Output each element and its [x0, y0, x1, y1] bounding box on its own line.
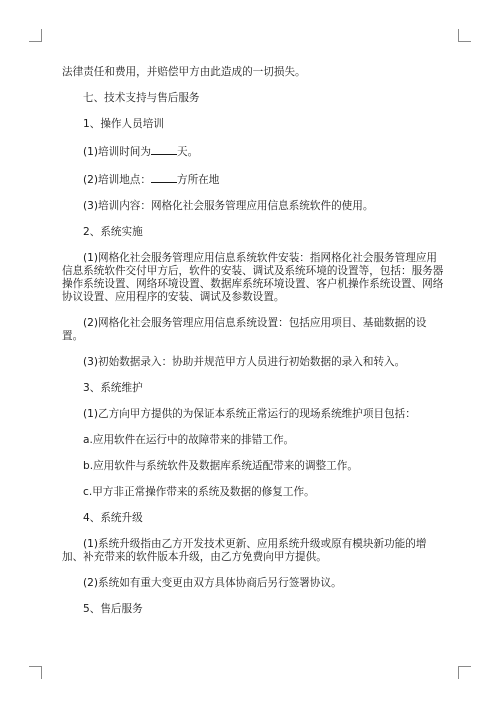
paragraph-liability: 法律责任和费用，并赔偿甲方由此造成的一切损失。: [62, 66, 306, 78]
section-heading-tech-support: 七、技术支持与售后服务: [83, 92, 200, 104]
subsection-heading-maintenance: 3、系统维护: [83, 382, 143, 394]
subsection-heading-upgrade: 4、系统升级: [83, 512, 143, 524]
training-location-label: (2)培训地点：: [83, 174, 151, 186]
subsection-heading-training: 1、操作人员培训: [83, 118, 164, 130]
crop-mark-top-right: [458, 29, 471, 42]
crop-mark-bottom-left: [29, 666, 42, 679]
paragraph-software-install: (1)网格化社会服务管理应用信息系统软件安装：指网格化社会服务管理应用信息系统软件交付甲方后，软件的安装、调试及系统环境的设置等，包括：服务器操作系统设置、网络环境设置、数据库系统环境设置、客户机操作系统设置、网络协议设置、应用程序的安装、调试及参数设置。: [62, 252, 444, 303]
paragraph-system-settings: (2)网格化社会服务管理应用信息系统设置：包括应用项目、基础数据的设置。: [62, 317, 427, 342]
training-location-blank: [151, 172, 177, 183]
paragraph-maintenance-items: (1)乙方向甲方提供的为保证本系统正常运行的现场系统维护项目包括：: [83, 408, 416, 420]
document-body: [62, 66, 444, 629]
subsection-heading-implementation: 2、系统实施: [83, 226, 143, 238]
list-item-c: c.甲方非正常操作带来的系统及数据的修复工作。: [83, 486, 315, 498]
paragraph-training-content: (3)培训内容：网格化社会服务管理应用信息系统软件的使用。: [83, 200, 374, 212]
crop-mark-bottom-right: [458, 666, 471, 679]
training-time-blank: [151, 144, 177, 155]
crop-mark-top-left: [29, 29, 42, 42]
list-item-a: a.应用软件在运行中的故障带来的排错工作。: [83, 434, 295, 446]
training-time-label: (1)培训时间为: [83, 146, 151, 158]
list-item-b: b.应用软件与系统软件及数据库系统适配带来的调整工作。: [83, 460, 358, 472]
paragraph-training-time: [62, 144, 444, 159]
subsection-heading-after-sales: 5、售后服务: [83, 603, 143, 615]
paragraph-major-change: (2)系统如有重大变更由双方具体协商后另行签署协议。: [83, 577, 342, 589]
training-time-unit: 天。: [176, 146, 199, 158]
training-location-suffix: 方所在地: [176, 174, 220, 186]
paragraph-initial-data: (3)初始数据录入：协助并规范甲方人员进行初始数据的录入和转入。: [83, 356, 406, 368]
paragraph-upgrade-definition: (1)系统升级指由乙方开发技术更新、应用系统升级或原有模块新功能的增加、补充带来的软件版本升级，由乙方免费向甲方提供。: [62, 538, 427, 563]
paragraph-training-location: [62, 172, 444, 187]
